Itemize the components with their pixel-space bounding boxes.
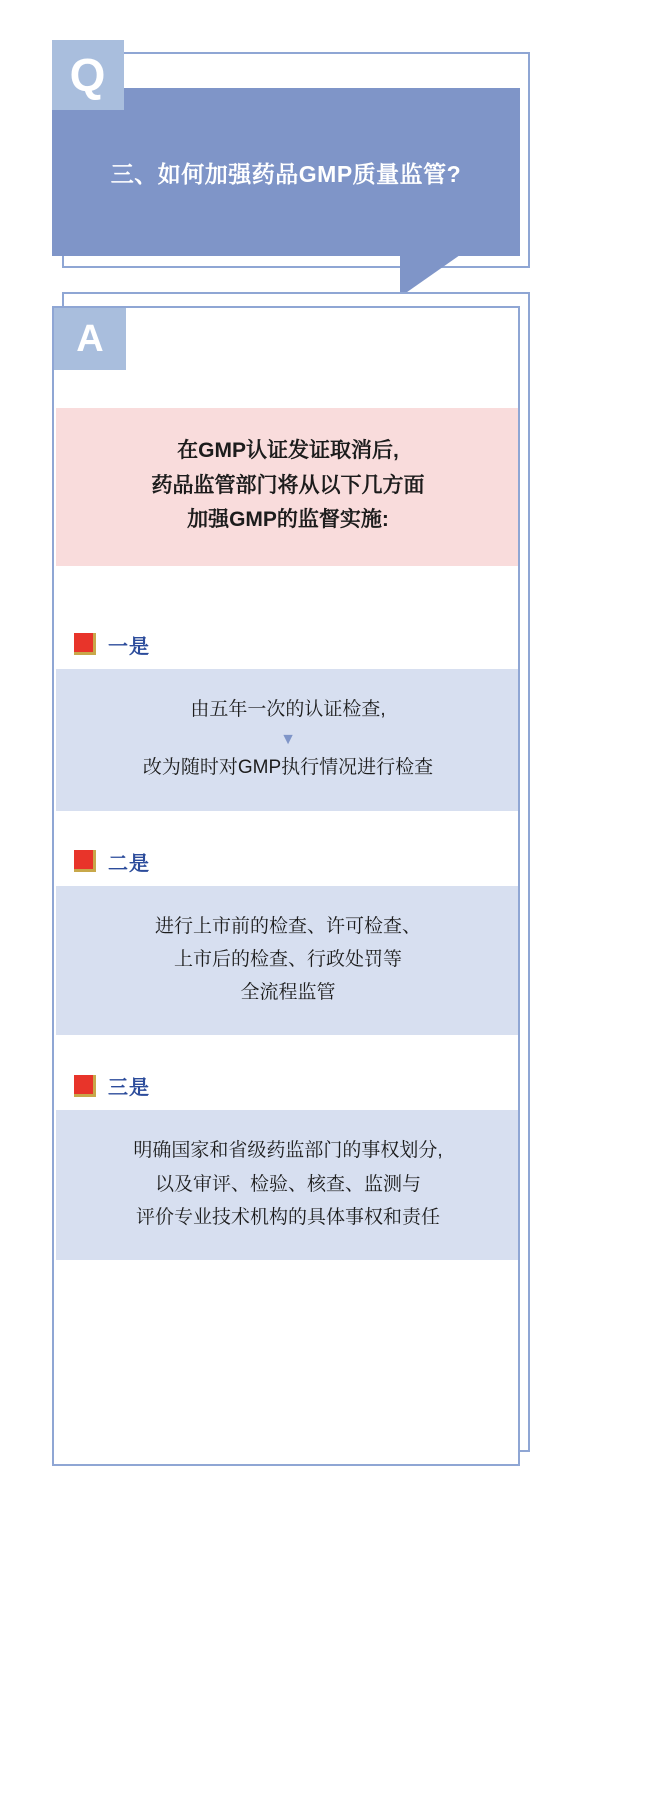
red-square-icon xyxy=(74,633,96,655)
top-spacer xyxy=(56,370,520,408)
item-body-1 xyxy=(56,669,520,811)
item-gap-1 xyxy=(56,811,520,837)
item-body-3 xyxy=(56,1110,520,1260)
item-header-2 xyxy=(56,837,520,886)
down-triangle-icon: ▼ xyxy=(280,731,296,749)
item-1-line-2: 改为随时对GMP执行情况进行检查 xyxy=(142,757,434,779)
item-label-3: 三是 xyxy=(108,1077,150,1100)
red-square-icon xyxy=(74,850,96,872)
answer-intro xyxy=(56,408,520,566)
item-body-2 xyxy=(56,886,520,1036)
question-text: 三、如何加强药品GMP质量监管? xyxy=(110,160,462,187)
question-badge: Q xyxy=(52,40,124,110)
item-3-line-3: 评价专业技术机构的具体事权和责任 xyxy=(135,1206,440,1228)
item-3-line-2: 以及审评、检验、核查、监测与 xyxy=(154,1173,421,1195)
bottom-spacer xyxy=(56,1260,520,1346)
intro-line-1: 在GMP认证发证取消后, xyxy=(177,439,399,462)
red-square-icon xyxy=(74,1075,96,1097)
item-2-line-1: 进行上市前的检查、许可检查、 xyxy=(154,915,421,937)
item-header-1 xyxy=(56,620,520,669)
answer-badge: A xyxy=(54,308,126,370)
item-label-2: 二是 xyxy=(108,852,150,875)
question-bubble-tail xyxy=(400,255,460,297)
item-2-line-3: 全流程监管 xyxy=(240,982,336,1004)
item-gap-2 xyxy=(56,1035,520,1061)
answer-card xyxy=(52,306,520,1466)
item-header-3 xyxy=(56,1061,520,1110)
answer-card-content xyxy=(56,370,520,1346)
intro-gap xyxy=(56,566,520,620)
item-3-line-1: 明确国家和省级药监部门的事权划分, xyxy=(133,1140,443,1162)
item-1-line-1: 由五年一次的认证检查, xyxy=(190,698,386,720)
item-2-line-2: 上市后的检查、行政处罚等 xyxy=(173,948,402,970)
intro-line-3: 加强GMP的监督实施: xyxy=(187,508,389,532)
intro-line-2: 药品监管部门将从以下几方面 xyxy=(151,473,425,497)
item-label-1: 一是 xyxy=(108,635,150,658)
